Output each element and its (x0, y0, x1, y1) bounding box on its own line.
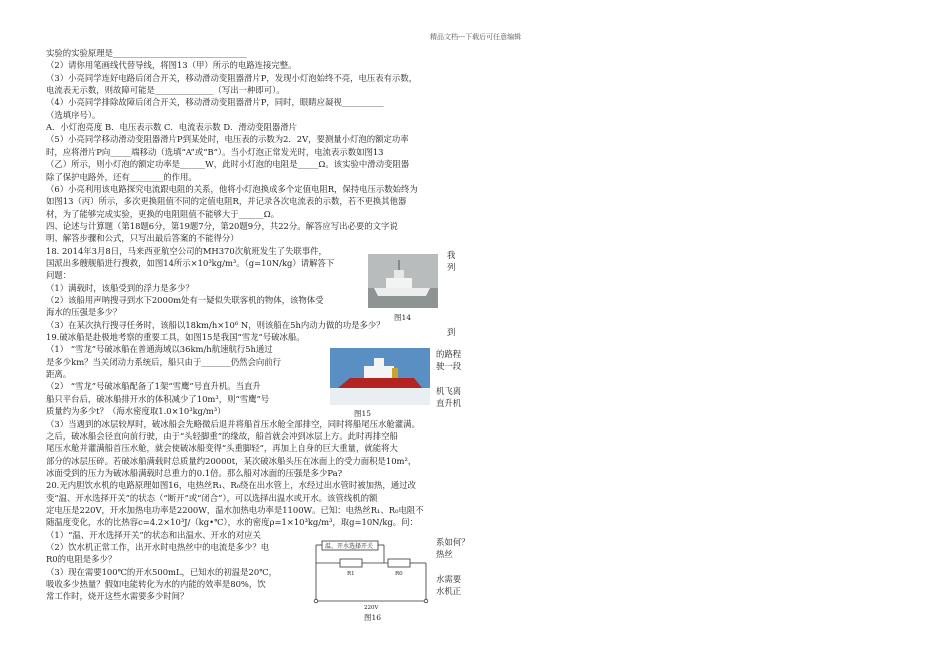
text-line: （2）该船用声呐搜寻到水下2000m处有一疑似失联客机的物体，该物体受 (46, 295, 324, 305)
text-line: （乙）所示，则小灯泡的额定功率是______W，此时小灯泡的电阻是_____Ω。该实验中滑动变阻器 (46, 159, 410, 170)
text-line: （3）在某次执行搜寻任务时，该船以18km/h×10⁶ N，则该船在5h内动力做的功是多少？ (46, 319, 385, 330)
text-line: 国派出多艘舰船进行搜救，如图14所示×10³kg/m³。（g=10N/kg）请解答下 (46, 257, 335, 268)
r1-label: R1 (347, 571, 355, 577)
text-line: 是多少km？当关闭动力系统后，船只由于_______仍然会向前行 (46, 356, 281, 367)
text-line: 19.破冰船是赴极地考察的重要工具，如图15是我国“雪龙”号破冰船。 (46, 332, 305, 343)
text-line: 常工作时，烧开这些水需要多少时间？ (46, 591, 189, 602)
text-line: 之后，破冰船会径直向前行驶，由于“头轻脚重”的缘故，船首就会冲到冰层上方。此时再排空船 (46, 430, 398, 441)
text-line: 吸收多少热量？假如电能转化为水的内能的效率是80%，饮 (46, 579, 266, 589)
text-fragment: 热丝 (436, 549, 453, 559)
text-fragment: 的路程 (436, 349, 462, 359)
text-line: （1）满载时，该船受到的浮力是多少？ (46, 282, 194, 293)
text-line: （2）请你用笔画线代替导线，将图13（甲）所示的电路连接完整。 (46, 60, 297, 71)
text-fragment: 我 (447, 250, 456, 260)
text-line: （1） “雪龙”号破冰船在普通海域以36km/h航速航行5h通过 (46, 344, 273, 355)
text-line: （6）小亮利用该电路探究电流跟电阻的关系，他将小灯泡换成多个定值电阻R，保持电压示数始终为 (46, 183, 418, 194)
text-line: （3）现在需要100℃的开水500mL，已知水的初温是20℃， (46, 566, 277, 577)
text-line: 海水的压强是多少？ (46, 307, 122, 318)
switch-label: 温、开水选择开关 (325, 543, 374, 550)
text-line: （2） “雪龙”号破冰船配备了1架“雪鹰”号直升机。当直升 (46, 381, 261, 392)
text-fragment: 到 (447, 327, 456, 337)
figure-15-caption: 图15 (354, 409, 372, 418)
text-line: 除了保护电路外，还有________的作用。 (46, 171, 197, 182)
text-line: 实验的实验原理是________________________________ (46, 48, 247, 58)
text-line: 四、论述与计算题（第18题6分，第19题7分，第20题9分，共22分。解答应写出必要的文字说 (46, 220, 398, 231)
text-fragment: 列 (447, 262, 456, 272)
text-line: 随温度变化，水的比热容c=4.2×10³J/（kg•℃），水的密度ρ=1×10³kg/m³，取g=10N/kg。问： (46, 517, 418, 528)
text-fragment: 水需要 (436, 574, 462, 584)
text-fragment: 系如何？ (436, 537, 470, 547)
text-line: 变“温、开水选择开关”的状态（“断开”或“闭合”），可以选择出温水或开水。该管线机的额 (46, 492, 378, 503)
text-line: （4）小亮同学排除故障后闭合开关，移动滑动变阻器滑片P，同时，眼睛应凝视__________ (46, 97, 384, 108)
text-line: 18. 2014年3月8日，马来西亚航空公司的MH370次航班发生了失联事件， (46, 245, 327, 256)
figure-16-caption: 图16 (364, 613, 382, 622)
ship-photo (368, 254, 438, 308)
text-line: 电流表无示数，则故障可能是______________（写出一种即可）。 (46, 85, 285, 95)
text-line: 部分的冰层压碎。若破冰船满载时总质量约20000t，某次破冰船头压在冰面上的受力面积是10m²， (46, 455, 417, 466)
text-line: 时，应将滑片P向_____端移动（选填“A”或“B”）。当小灯泡正常发光时，电流表示数如图13 (46, 146, 384, 157)
text-line: （3）当遇到的冰层较厚时，破冰船会先略微后退并将船首压水舱全部排空，同时将船尾压水舱灌满。 (46, 418, 420, 429)
text-line: 问题： (46, 270, 72, 281)
text-line: （3）小亮同学连好电路后闭合开关，移动滑动变阻器滑片P，发现小灯泡始终不亮，电压表有示数， (46, 72, 418, 83)
text-line: 明、解答步骤和公式，只写出最后答案的不能得分） (46, 233, 239, 244)
voltage-label: 220V (364, 605, 379, 611)
page-header: 精品文档---下载后可任意编辑 (430, 33, 522, 41)
text-line: 尾压水舱并灌满船首压水舱，就会使破冰船变得“头重脚轻”，再加上自身的巨大重量，就能将大 (46, 443, 398, 454)
text-line: 20.无内胆饮水机的电路原理如图16，电热丝R₁、R₀绕在出水管上，水经过出水管时被加热，通过改 (46, 480, 416, 491)
icebreaker-photo (330, 348, 430, 405)
figure-14-caption: 图14 (394, 313, 412, 322)
text-fragment: 水机正 (436, 586, 462, 596)
text-fragment: 直升机 (436, 398, 462, 408)
text-line: 距离。 (46, 369, 72, 380)
text-line: （选填序号）。 (46, 109, 101, 120)
text-line: （5）小亮同学移动滑动变阻器滑片P到某处时，电压表的示数为2．2V，要测量小灯泡的额定功率 (46, 134, 409, 145)
text-line: （2）饮水机正常工作，出开水时电热丝中的电流是多少？电 (46, 542, 270, 552)
text-fragment: 机飞离 (436, 386, 462, 396)
text-line: 船只平台后，破冰船排开水的体积减少了10m³，则“雪鹰”号 (46, 393, 270, 404)
text-line: 质量约为多少t？（海水密度取1.0×10³kg/m³） (46, 406, 226, 417)
text-line: A．小灯泡亮度 B．电压表示数 C．电流表示数 D．滑动变阻器滑片 (46, 122, 298, 133)
circuit-diagram (312, 535, 432, 611)
text-line: 材，为了能够完成实验，更换的电阻阻值不能够大于______Ω。 (46, 208, 280, 219)
text-line: 如图13（丙）所示，多次更换阻值不同的定值电阻R，并记录各次电流表的示数，若不更换其他器 (46, 196, 407, 207)
text-fragment: 驶一段 (436, 361, 462, 371)
text-line: （1）“温、开水选择开关”的状态和出温水、开水的对应关 (46, 529, 261, 540)
r0-label: R0 (395, 571, 403, 577)
text-line: 冰面受到的压力为破冰船满载时总重力的0.1倍。那么船对冰面的压强是多少Pa? (46, 467, 343, 478)
text-line: 定电压是220V，开水加热电功率是2200W，温水加热电功率是1100W。已知：电热丝R₁、R₀电阻不 (46, 504, 424, 515)
text-line: R0的电阻是多少？ (46, 554, 117, 565)
